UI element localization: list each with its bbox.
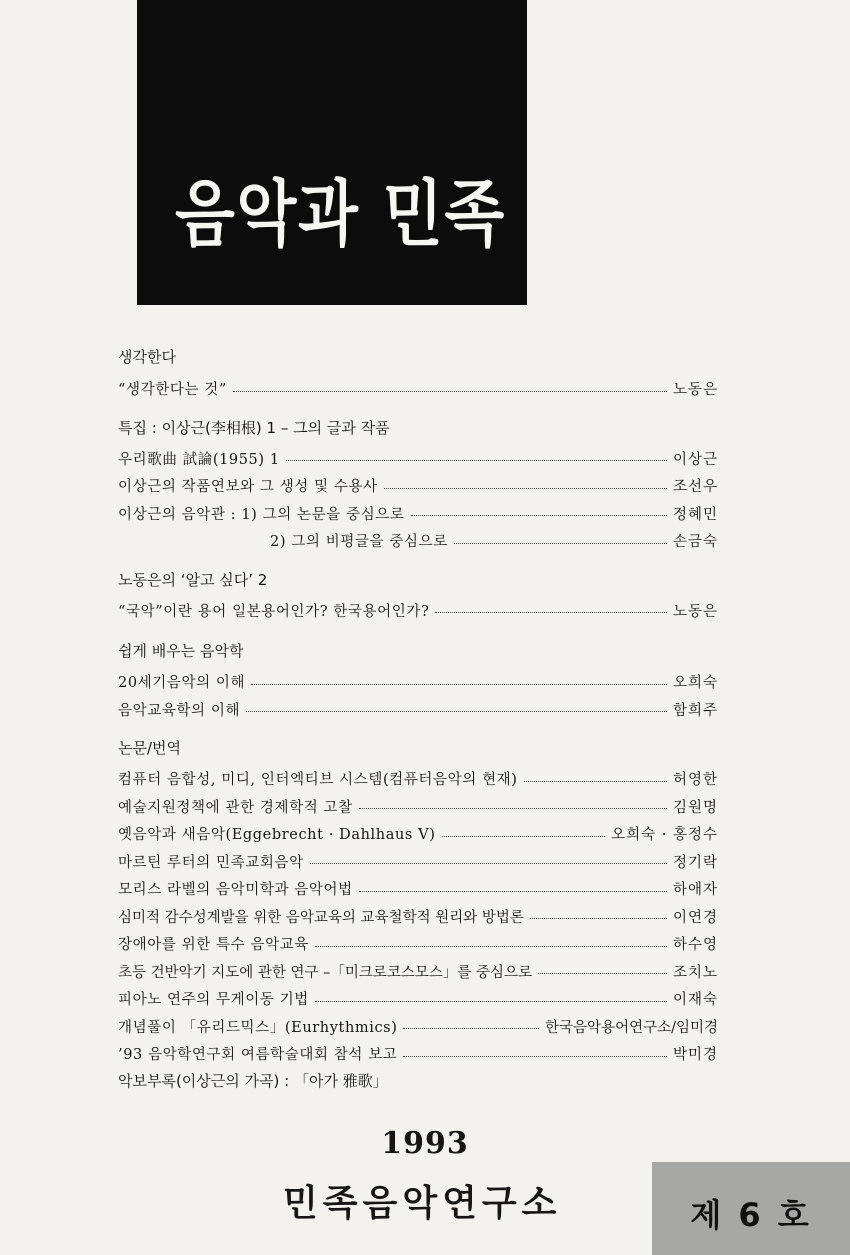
entry-title: 개념풀이 「유리드믹스」(Eurhythmics) bbox=[118, 1019, 398, 1036]
entry-title: 피아노 연주의 무게이동 기법 bbox=[118, 992, 309, 1009]
entry-author: 손금숙 bbox=[672, 534, 718, 551]
title-block bbox=[137, 0, 527, 305]
section-heading: 쉽게 배우는 음악학 bbox=[118, 642, 244, 660]
entry-author: 오희숙 · 홍정수 bbox=[611, 827, 718, 844]
toc-section bbox=[118, 737, 718, 1092]
leader-dots bbox=[315, 946, 667, 947]
leader-dots bbox=[454, 543, 667, 544]
entry-author: 노동은 bbox=[672, 382, 718, 399]
toc-entry bbox=[118, 1013, 718, 1041]
toc-entry bbox=[118, 668, 718, 696]
toc-entry bbox=[118, 820, 718, 848]
leader-dots bbox=[286, 460, 667, 461]
toc-entry bbox=[118, 375, 718, 403]
entry-title: ’93 음악학연구회 여름학술대회 참석 보고 bbox=[118, 1047, 398, 1064]
toc-entry bbox=[118, 527, 718, 555]
leader-dots bbox=[538, 973, 667, 974]
entry-title: 우리歌曲 試論(1955) 1 bbox=[118, 451, 280, 468]
entry-author: 함희주 bbox=[672, 702, 718, 719]
section-heading: 특집 : 이상근(李相根) 1 – 그의 글과 작품 bbox=[118, 418, 390, 437]
issue-box bbox=[652, 1162, 850, 1255]
toc-entry bbox=[118, 1040, 718, 1068]
entry-author: 하애자 bbox=[672, 882, 718, 899]
leader-dots bbox=[233, 391, 667, 392]
entry-author: 조치노 bbox=[672, 964, 718, 981]
entry-title: “생각한다는 것” bbox=[118, 382, 227, 399]
entry-title: 20세기음악의 이해 bbox=[118, 675, 246, 692]
entry-title: 심미적 감수성계발을 위한 음악교육의 교육철학적 원리와 방법론 bbox=[118, 909, 524, 926]
leader-dots bbox=[403, 1056, 667, 1057]
entry-title: 이상근의 음악관 : 1) 그의 논문을 중심으로 bbox=[118, 506, 405, 523]
section-heading: 논문/번역 bbox=[118, 739, 182, 757]
entry-author: 조선우 bbox=[672, 479, 718, 496]
toc-entry bbox=[118, 472, 718, 500]
entry-author: 이상근 bbox=[672, 451, 718, 468]
toc-entry bbox=[118, 875, 718, 903]
toc-section bbox=[118, 640, 718, 723]
publisher-name: 민족음악연구소 bbox=[283, 1183, 562, 1224]
publication-year: 1993 bbox=[381, 1126, 469, 1161]
leader-dots bbox=[530, 918, 667, 919]
toc-section bbox=[118, 346, 718, 403]
leader-dots bbox=[403, 1028, 539, 1029]
toc-entry bbox=[118, 985, 718, 1013]
entry-title: 옛음악과 새음악(Eggebrecht · Dahlhaus V) bbox=[118, 827, 436, 844]
entry-author: 정혜민 bbox=[672, 506, 718, 523]
journal-title: 음악과 민족 bbox=[175, 172, 506, 256]
section-heading: 노동은의 ‘알고 싶다’ 2 bbox=[118, 570, 268, 589]
toc-entry bbox=[118, 958, 718, 986]
entry-title: 마르틴 루터의 민족교회음악 bbox=[118, 854, 304, 871]
entry-author: 박미경 bbox=[672, 1047, 718, 1064]
entry-title: 장애아를 위한 특수 음악교육 bbox=[118, 937, 309, 954]
leader-dots bbox=[315, 1001, 667, 1002]
entry-author: 오희숙 bbox=[672, 675, 718, 692]
toc-entry bbox=[118, 500, 718, 528]
issue-number: 제 6 호 bbox=[690, 1196, 812, 1234]
toc-entry bbox=[118, 848, 718, 876]
entry-author: 김원명 bbox=[672, 799, 718, 816]
leader-dots bbox=[251, 684, 667, 685]
toc-entry bbox=[118, 696, 718, 724]
leader-dots bbox=[442, 836, 606, 837]
entry-title: “국악”이란 용어 일본용어인가? 한국용어인가? bbox=[118, 603, 430, 620]
toc-entry bbox=[118, 765, 718, 793]
leader-dots bbox=[359, 891, 667, 892]
toc-entry bbox=[118, 793, 718, 821]
section-heading: 생각한다 bbox=[118, 348, 176, 366]
entry-author: 허영한 bbox=[672, 772, 718, 789]
leader-dots bbox=[524, 781, 667, 782]
leader-dots bbox=[384, 488, 667, 489]
entry-title: 이상근의 작품연보와 그 생성 및 수용사 bbox=[118, 479, 378, 496]
toc-entry bbox=[118, 930, 718, 958]
leader-dots bbox=[411, 515, 667, 516]
leader-dots bbox=[310, 863, 667, 864]
entry-title: 컴퓨터 음합성, 미디, 인터엑티브 시스템(컴퓨터음악의 현재) bbox=[118, 772, 518, 789]
toc-section bbox=[118, 569, 718, 625]
entry-title: 예술지원정책에 관한 경제학적 고찰 bbox=[118, 799, 353, 816]
leader-dots bbox=[246, 711, 667, 712]
entry-author: 정기락 bbox=[672, 854, 718, 871]
leader-dots bbox=[435, 612, 667, 613]
entry-author: 이재숙 bbox=[672, 992, 718, 1009]
toc-entry bbox=[118, 597, 718, 625]
entry-title: 음악교육학의 이해 bbox=[118, 702, 241, 719]
entry-author: 노동은 bbox=[672, 603, 718, 620]
entry-author: 이연경 bbox=[672, 909, 718, 926]
toc-entry bbox=[118, 445, 718, 473]
entry-author: 한국음악용어연구소/임미경 bbox=[545, 1019, 718, 1036]
toc-section bbox=[118, 417, 718, 555]
entry-title: 2) 그의 비평글을 중심으로 bbox=[270, 534, 448, 551]
entry-title: 모리스 라벨의 음악미학과 음악어법 bbox=[118, 882, 353, 899]
appendix-entry: 악보부록(이상근의 가곡) : 「아가 雅歌」 bbox=[118, 1071, 388, 1090]
table-of-contents bbox=[118, 340, 718, 1092]
toc-entry bbox=[118, 903, 718, 931]
entry-author: 하수영 bbox=[672, 937, 718, 954]
entry-title: 초등 건반악기 지도에 관한 연구 –「미크로코스모스」를 중심으로 bbox=[118, 964, 533, 981]
leader-dots bbox=[359, 808, 667, 809]
